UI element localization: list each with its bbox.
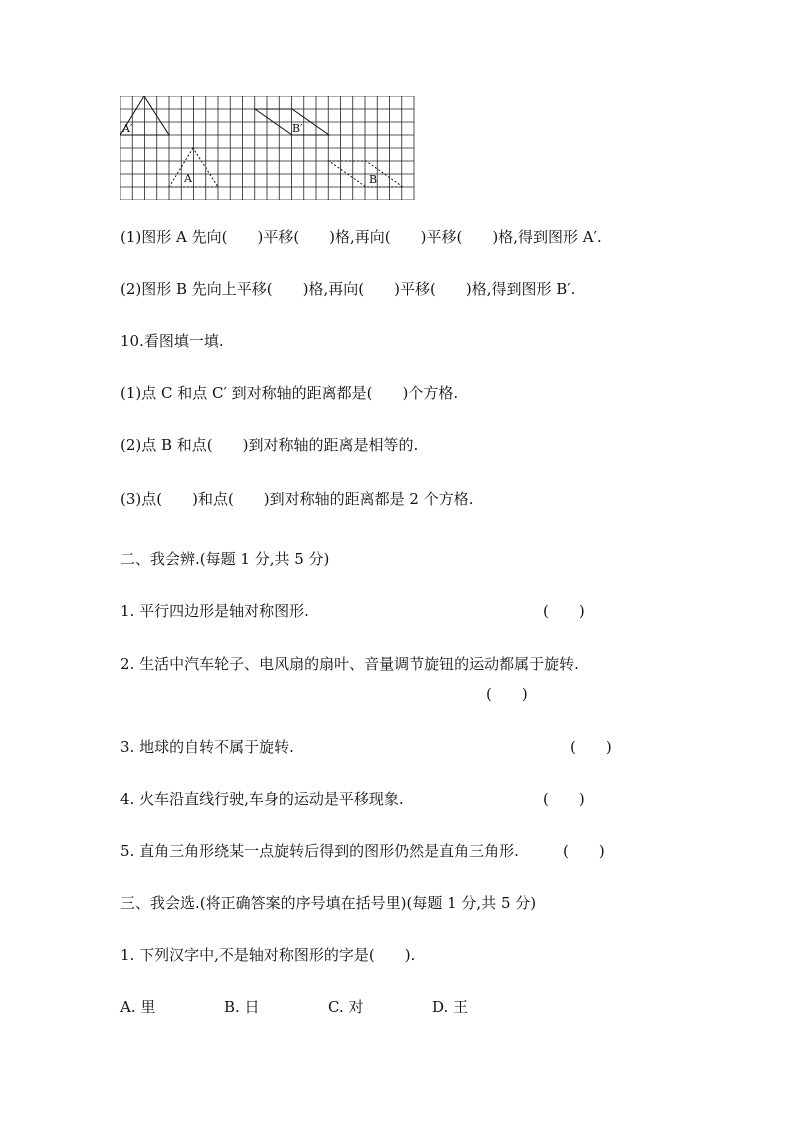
- q10-part1: (1)点 C 和点 C′ 到对称轴的距离都是( )个方格.: [120, 384, 459, 402]
- q10-part3: (3)点( )和点( )到对称轴的距离都是 2 个方格.: [120, 490, 474, 508]
- label-a-prime: A′: [122, 122, 133, 135]
- judge-item-3: 3. 地球的自转不属于旋转.: [120, 738, 294, 756]
- section3-heading: 三、我会选.(将正确答案的序号填在括号里)(每题 1 分,共 5 分): [120, 894, 537, 912]
- option-c: C. 对: [328, 998, 364, 1016]
- answer-paren-3: ( ): [570, 738, 612, 756]
- q9-part2: (2)图形 B 先向上平移( )格,再向( )平移( )格,得到图形 B′.: [120, 280, 576, 298]
- q10-title: 10.看图填一填.: [120, 332, 224, 350]
- answer-paren-2: ( ): [486, 685, 528, 703]
- judge-item-1: 1. 平行四边形是轴对称图形.: [120, 602, 309, 620]
- grid-figure: [120, 96, 416, 200]
- judge-item-5: 5. 直角三角形绕某一点旋转后得到的图形仍然是直角三角形.: [120, 842, 519, 860]
- judge-item-4: 4. 火车沿直线行驶,车身的运动是平移现象.: [120, 790, 404, 808]
- answer-paren-1: ( ): [543, 602, 585, 620]
- section2-heading: 二、我会辨.(每题 1 分,共 5 分): [120, 550, 330, 568]
- option-d: D. 王: [432, 998, 469, 1016]
- judge-item-2: 2. 生活中汽车轮子、电风扇的扇叶、音量调节旋钮的运动都属于旋转.: [120, 655, 579, 673]
- label-b-prime: B′: [292, 122, 303, 135]
- answer-paren-5: ( ): [563, 842, 605, 860]
- option-a: A. 里: [120, 998, 156, 1016]
- choice-question-1: 1. 下列汉字中,不是轴对称图形的字是( ).: [120, 946, 416, 964]
- label-b: B: [369, 173, 378, 186]
- q9-part1: (1)图形 A 先向( )平移( )格,再向( )平移( )格,得到图形 A′.: [120, 228, 602, 246]
- q10-part2: (2)点 B 和点( )到对称轴的距离是相等的.: [120, 436, 419, 454]
- label-a: A: [184, 172, 192, 185]
- option-b: B. 日: [224, 998, 260, 1016]
- answer-paren-4: ( ): [543, 790, 585, 808]
